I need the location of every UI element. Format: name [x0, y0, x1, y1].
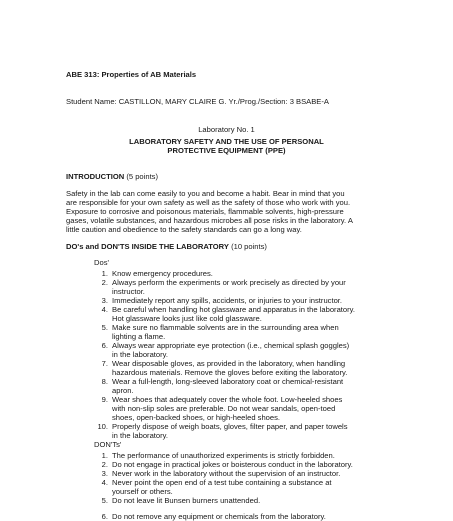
list-item-text: lighting a flame.	[112, 332, 166, 341]
list-item-text: hazardous materials. Remove the gloves before exiting the laboratory.	[112, 368, 348, 377]
list-item	[94, 422, 434, 440]
list-item-text: Wear a full-length, long-sleeved laboratory coat or chemical-resistant	[112, 377, 344, 386]
list-item-text: Do not leave lit Bunsen burners unattended.	[112, 496, 261, 505]
course-title: ABE 313: Properties of AB Materials	[66, 70, 197, 79]
donts-list	[94, 451, 434, 521]
list-item-number: 6.	[101, 512, 108, 521]
list-item-number: 10.	[97, 422, 108, 431]
list-item	[94, 278, 434, 296]
list-item-text: in the laboratory.	[112, 350, 168, 359]
intro-text-line: gases, volatile substances, and hazardous microbes all pose risks in the laboratory. A	[66, 216, 353, 225]
dos-label: Dos'	[94, 258, 109, 267]
list-item	[94, 341, 434, 359]
list-item-text: Do not engage in practical jokes or boisterous conduct in the laboratory.	[112, 460, 353, 469]
dos-donts-heading: DO's and DON'TS INSIDE THE LABORATORY	[66, 242, 229, 251]
donts-label: DON'Ts'	[94, 440, 122, 449]
list-item	[94, 395, 434, 422]
list-item-text: Never work in the laboratory without the supervision of an instructor.	[112, 469, 341, 478]
list-item	[94, 512, 434, 521]
list-item-text: Know emergency procedures.	[112, 269, 213, 278]
list-item	[94, 451, 434, 460]
dos-donts-points: (10 points)	[231, 242, 267, 251]
list-item-text: Do not remove any equipment or chemicals from the laboratory.	[112, 512, 326, 521]
list-item-number: 6.	[101, 341, 108, 350]
list-item-number: 4.	[101, 478, 108, 487]
list-item-number: 3.	[101, 469, 108, 478]
dos-list	[94, 269, 434, 440]
list-item-text: Never point the open end of a test tube containing a substance at	[112, 478, 332, 487]
list-item-text: yourself or others.	[112, 487, 173, 496]
list-item	[94, 460, 434, 469]
list-item	[94, 469, 434, 478]
list-item-number: 7.	[101, 359, 108, 368]
intro-heading: INTRODUCTION	[66, 172, 125, 181]
list-item-text: The performance of unauthorized experiments is strictly forbidden.	[112, 451, 335, 460]
list-item-text: Make sure no flammable solvents are in the surrounding area when	[112, 323, 339, 332]
list-item	[94, 377, 434, 395]
list-item-text: apron.	[112, 386, 134, 395]
list-item-text: Hot glassware looks just like cold glassware.	[112, 314, 262, 323]
document-title-line1: LABORATORY SAFETY AND THE USE OF PERSONAL	[129, 137, 324, 146]
list-item	[94, 496, 434, 505]
list-item-number: 1.	[101, 451, 108, 460]
list-item-text: Immediately report any spills, accidents, or injuries to your instructor.	[112, 296, 343, 305]
document-title-line2: PROTECTIVE EQUIPMENT (PPE)	[167, 146, 286, 155]
list-item-number: 1.	[101, 269, 108, 278]
list-item-text: in the laboratory.	[112, 431, 168, 440]
list-item-number: 2.	[101, 278, 108, 287]
intro-points: (5 points)	[126, 172, 158, 181]
list-item-number: 4.	[101, 305, 108, 314]
list-item-text: Wear disposable gloves, as provided in the laboratory, when handling	[112, 359, 346, 368]
lab-number: Laboratory No. 1	[198, 125, 255, 134]
list-item-text: Always wear appropriate eye protection (i.e., chemical splash goggles)	[112, 341, 350, 350]
list-item-text: with non-slip soles are preferable. Do not wear sandals, open-toed	[112, 404, 336, 413]
student-info: Student Name: CASTILLON, MARY CLAIRE G. Yr./Prog./Section: 3 BSABE-A	[66, 97, 329, 106]
list-item-text: shoes, open-backed shoes, or high-heeled shoes.	[112, 413, 281, 422]
list-item-text: instructor.	[112, 287, 145, 296]
list-item	[94, 478, 434, 496]
list-item-number: 3.	[101, 296, 108, 305]
dos-donts-heading-row	[66, 242, 267, 251]
list-item-number: 5.	[101, 323, 108, 332]
list-item	[94, 305, 434, 323]
list-item	[94, 296, 434, 305]
list-item-text: Be careful when handling hot glassware and apparatus in the laboratory.	[112, 305, 356, 314]
list-item-number: 8.	[101, 377, 108, 386]
intro-text-line: Safety in the lab can come easily to you and become a habit. Bear in mind that you	[66, 189, 345, 198]
intro-text-line: are responsible for your own safety as well as the safety of those who work with you.	[66, 198, 351, 207]
intro-text-line: little caution and obedience to the safety standards can go a long way.	[66, 225, 302, 234]
list-item-text: Always perform the experiments or work precisely as directed by your	[112, 278, 346, 287]
list-item	[94, 359, 434, 377]
list-item-number: 5.	[101, 496, 108, 505]
list-item-text: Properly dispose of weigh boats, gloves, filter paper, and paper towels	[112, 422, 348, 431]
list-item-text: Wear shoes that adequately cover the whole foot. Low-heeled shoes	[112, 395, 343, 404]
list-item-number: 9.	[101, 395, 108, 404]
list-item	[94, 323, 434, 341]
intro-heading-row	[66, 172, 158, 181]
list-item-number: 2.	[101, 460, 108, 469]
intro-text-line: Exposure to corrosive and poisonous materials, flammable solvents, high-pressure	[66, 207, 344, 216]
list-item	[94, 269, 434, 278]
